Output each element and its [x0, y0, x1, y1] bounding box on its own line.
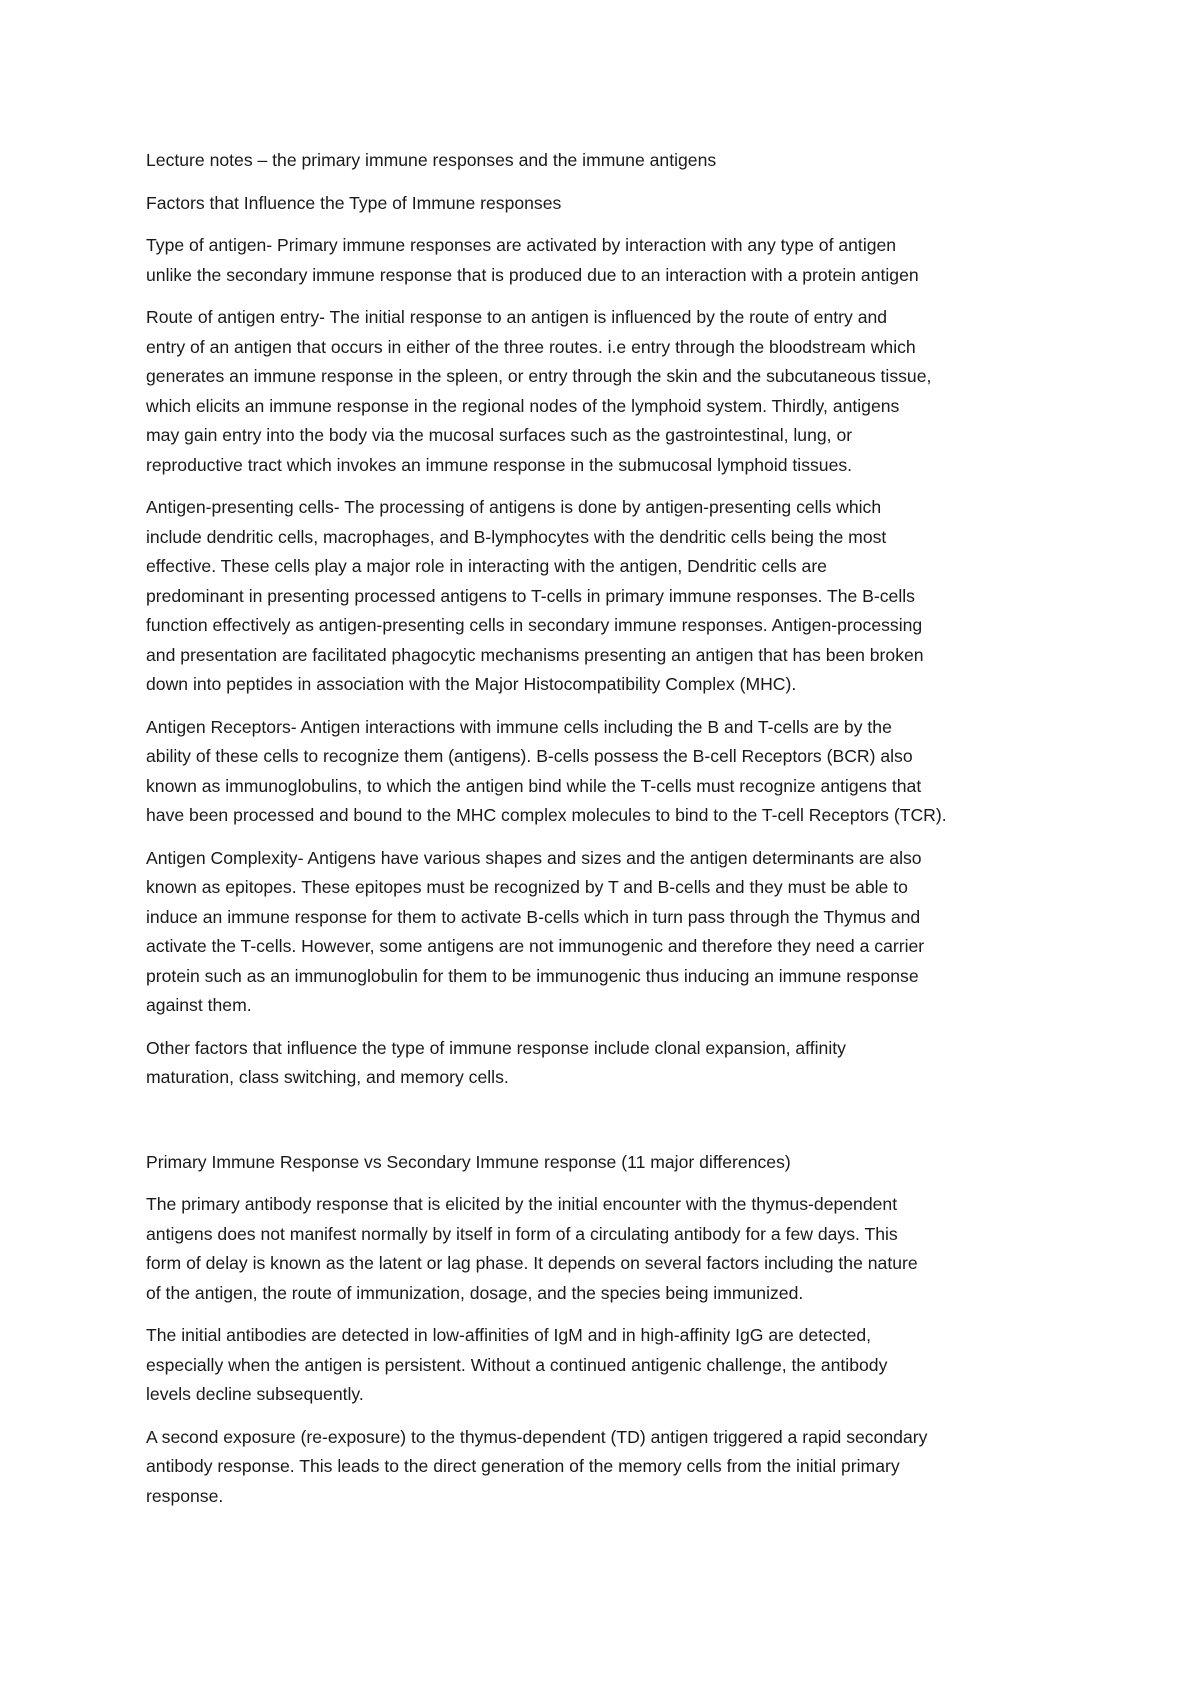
text-line: Route of antigen entry- The initial response to an antigen is influenced by the route of entry and [146, 307, 888, 327]
text-line: Antigen Receptors- Antigen interactions with immune cells including the B and T-cells are by the [146, 716, 892, 737]
text-line: predominant in presenting processed antigens to T-cells in primary immune responses. The B-cells [146, 585, 915, 606]
text-line: Antigen-presenting cells- The processing of antigens is done by antigen-presenting cells which [146, 497, 882, 517]
document-title: Lecture notes – the primary immune responses and the immune antigens [146, 150, 717, 170]
document-page [146, 146, 1066, 1524]
paragraph-route-of-entry [146, 303, 1066, 480]
text-line: function effectively as antigen-presenting cells in secondary immune responses. Antigen-processing [146, 615, 923, 635]
text-line: known as immunoglobulins, to which the antigen bind while the T-cells must recognize antigens that [146, 775, 922, 796]
text-line: antigens does not manifest normally by itself in form of a circulating antibody for a few days. This [146, 1223, 898, 1244]
text-line: entry of an antigen that occurs in either of the three routes. i.e entry through the bloodstream which [146, 336, 916, 357]
text-line: response. [146, 1485, 224, 1506]
text-line: include dendritic cells, macrophages, and B-lymphocytes with the dendritic cells being the most [146, 526, 887, 547]
paragraph-antigen-receptors [146, 713, 1066, 831]
text-line: levels decline subsequently. [146, 1384, 364, 1404]
text-line: known as epitopes. These epitopes must be recognized by T and B-cells and they must be able to [146, 877, 908, 897]
paragraph-second-exposure [146, 1423, 1066, 1512]
text-line: which elicits an immune response in the regional nodes of the lymphoid system. Thirdly, antigens [146, 395, 900, 416]
text-line: induce an immune response for them to activate B-cells which in turn pass through the Thymus and [146, 906, 921, 927]
text-line: may gain entry into the body via the mucosal surfaces such as the gastrointestinal, lung, or [146, 425, 853, 445]
text-line: reproductive tract which invokes an immune response in the submucosal lymphoid tissues. [146, 454, 853, 475]
text-line: unlike the secondary immune response that is produced due to an interaction with a protein antigen [146, 264, 919, 285]
text-line: A second exposure (re-exposure) to the thymus-dependent (TD) antigen triggered a rapid secondary [146, 1426, 928, 1447]
paragraph-initial-antibodies [146, 1321, 1066, 1410]
text-line: especially when the antigen is persistent. Without a continued antigenic challenge, the antibody [146, 1354, 888, 1375]
text-line: maturation, class switching, and memory cells. [146, 1067, 509, 1087]
section-heading-factors: Factors that Influence the Type of Immune responses [146, 192, 562, 213]
paragraph-type-of-antigen [146, 231, 1066, 290]
text-line: have been processed and bound to the MHC complex molecules to bind to the T-cell Receptors (TCR). [146, 805, 947, 825]
text-line: against them. [146, 995, 252, 1015]
text-line: and presentation are facilitated phagocytic mechanisms presenting an antigen that has been broken [146, 644, 924, 665]
text-line: down into peptides in association with the Major Histocompatibility Complex (MHC). [146, 674, 797, 694]
text-line: form of delay is known as the latent or lag phase. It depends on several factors including the nature [146, 1253, 918, 1273]
text-line: Type of antigen- Primary immune responses are activated by interaction with any type of antigen [146, 235, 897, 255]
paragraph-other-factors [146, 1034, 1066, 1093]
text-line: effective. These cells play a major role in interacting with the antigen, Dendritic cells are [146, 556, 827, 576]
text-line: ability of these cells to recognize them (antigens). B-cells possess the B-cell Receptors (BCR) also [146, 746, 913, 766]
text-line: antibody response. This leads to the direct generation of the memory cells from the initial primary [146, 1456, 900, 1476]
text-line: Other factors that influence the type of immune response include clonal expansion, affinity [146, 1037, 846, 1058]
section-spacer [146, 1106, 1066, 1148]
text-line: Antigen Complexity- Antigens have various shapes and sizes and the antigen determinants are also [146, 847, 922, 868]
text-line: of the antigen, the route of immunization, dosage, and the species being immunized. [146, 1282, 804, 1303]
text-line: The primary antibody response that is elicited by the initial encounter with the thymus-dependent [146, 1194, 898, 1214]
paragraph-primary-antibody-response [146, 1190, 1066, 1308]
paragraph-antigen-presenting-cells [146, 493, 1066, 700]
text-line: The initial antibodies are detected in low-affinities of IgM and in high-affinity IgG are detected, [146, 1325, 872, 1345]
paragraph-antigen-complexity [146, 844, 1066, 1021]
text-line: protein such as an immunoglobulin for them to be immunogenic thus inducing an immune response [146, 965, 919, 986]
section-heading-primary-vs-secondary: Primary Immune Response vs Secondary Immune response (11 major differences) [146, 1151, 791, 1172]
text-line: activate the T-cells. However, some antigens are not immunogenic and therefore they need a carrier [146, 936, 925, 956]
text-line: generates an immune response in the spleen, or entry through the skin and the subcutaneous tissue, [146, 366, 932, 386]
